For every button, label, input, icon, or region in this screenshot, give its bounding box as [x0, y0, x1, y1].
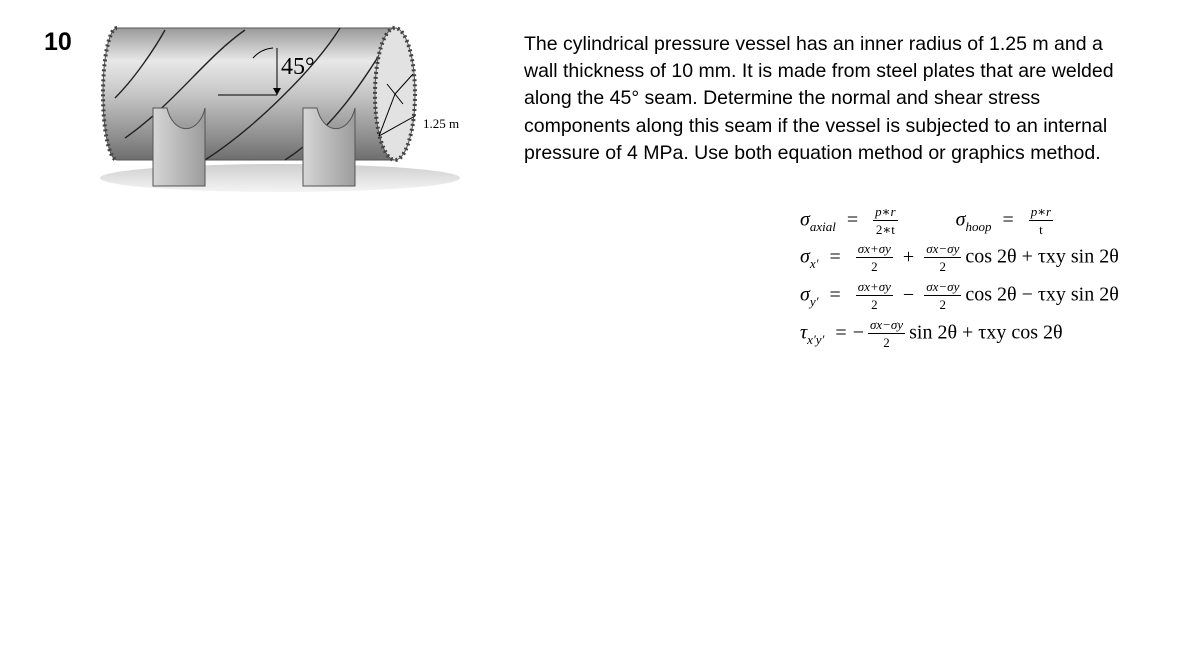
axial-symbol: σ	[800, 208, 810, 231]
hoop-symbol: σ	[955, 208, 966, 231]
equation-sigma-y-prime: $\sigma_{y'}$ = $\frac{\sigma x+\sigma y}{2}$ − $\frac{\sigma x-\sigma y}{2}$ cos 2θ − τxy sin 2θ	[800, 279, 1119, 312]
hoop-fraction: $\frac{p∗r}{t}$	[1030, 204, 1052, 237]
axial-subscript: axial	[809, 218, 836, 234]
radius-label: 1.25 m	[423, 116, 460, 131]
pressure-vessel-diagram	[95, 18, 475, 193]
hoop-subscript: hoop	[965, 218, 992, 234]
equation-sigma-x-prime: $\sigma_{x'}$ = $\frac{\sigma x+\sigma y}{2}$ + $\frac{\sigma x-\sigma y}{2}$ cos 2θ + τxy sin 2θ	[800, 241, 1119, 274]
equation-axial-hoop: $\sigma_{axial}$ = $\frac{p∗r}{2∗t}$ $\sigma_{hoop}$ = $\frac{p∗r}{t}$	[800, 204, 1052, 237]
axial-fraction: $\frac{p∗r}{2∗t}$	[875, 204, 896, 237]
problem-number: 10	[44, 28, 72, 56]
equation-tau-xy-prime: $\tau_{x'y'}$ = − $\frac{\sigma x-\sigma y}{2}$ sin 2θ + τxy cos 2θ	[800, 317, 1063, 350]
pressure-vessel-figure	[95, 18, 475, 193]
problem-statement: The cylindrical pressure vessel has an inner radius of 1.25 m and a wall thickness of 10 mm. It is made from steel plates that are welded along the 45° seam. Determine the normal and shear stress components along this seam if the vessel is subjected to an internal pressure of 4 MPa. Use both equation method or graphics method.	[524, 33, 1114, 164]
angle-label: 45°	[281, 54, 315, 80]
cylinder-body	[103, 28, 413, 160]
